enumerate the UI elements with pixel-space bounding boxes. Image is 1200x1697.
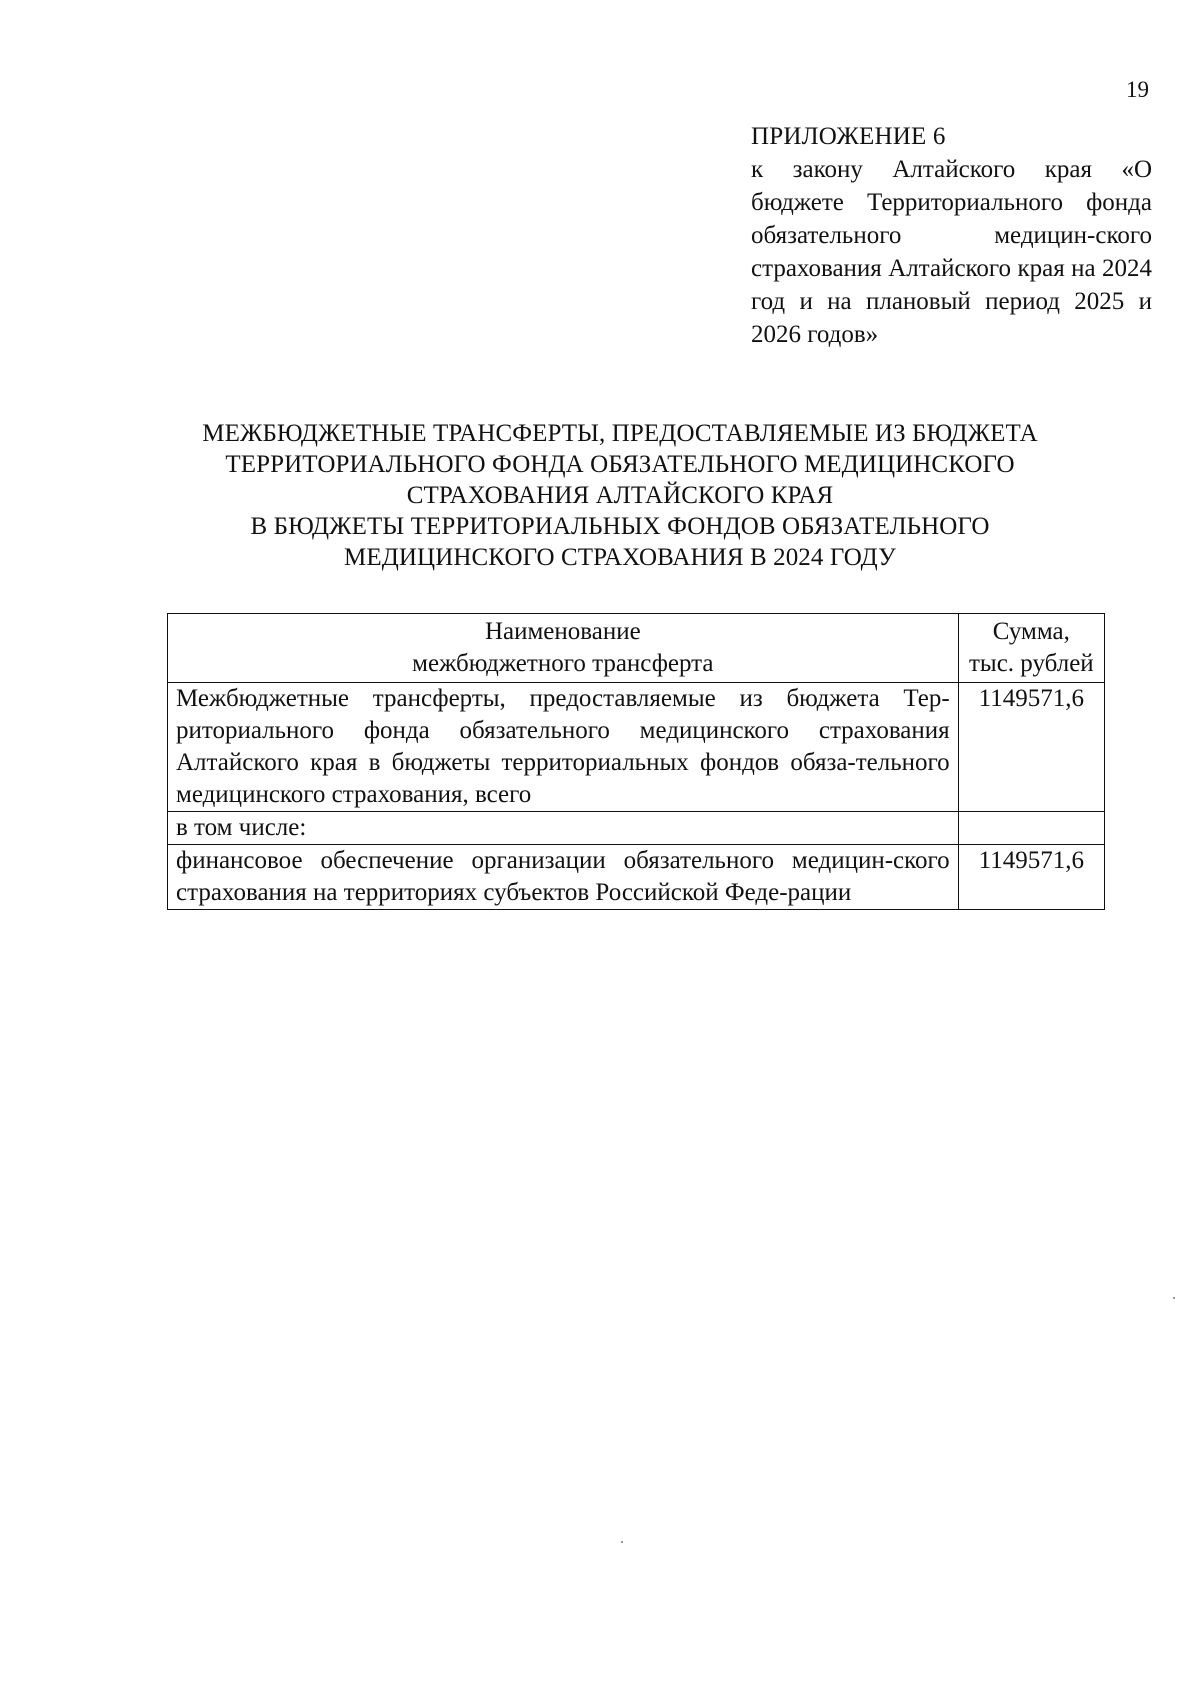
row-name-cell: финансовое обеспечение организации обязательного медицин-ского страхования на территориях субъектов Российской Феде-рации — [168, 845, 959, 910]
table-header-row — [168, 614, 1105, 683]
header-sum-line: Сумма, — [992, 618, 1070, 645]
header-sum-line: тыс. рублей — [968, 650, 1094, 677]
document-title-line: ТЕРРИТОРИАЛЬНОГО ФОНДА ОБЯЗАТЕЛЬНОГО МЕДИЦИНСКОГО — [225, 451, 1015, 478]
table-row — [168, 845, 1105, 910]
table-row — [168, 812, 1105, 845]
transfers-table — [167, 613, 1105, 910]
document-title-line: СТРАХОВАНИЯ АЛТАЙСКОГО КРАЯ — [406, 482, 834, 509]
header-name-line: Наименование — [484, 618, 641, 645]
document-title-line: МЕДИЦИНСКОГО СТРАХОВАНИЯ В 2024 ГОДУ — [344, 544, 896, 571]
row-sum-cell — [958, 812, 1104, 845]
appendix-title: ПРИЛОЖЕНИЕ 6 — [751, 123, 946, 150]
row-sum-cell: 1149571,6 — [958, 845, 1104, 910]
row-sum-cell: 1149571,6 — [958, 683, 1104, 812]
document-title — [150, 418, 1090, 573]
document-title-line: В БЮДЖЕТЫ ТЕРРИТОРИАЛЬНЫХ ФОНДОВ ОБЯЗАТЕЛЬНОГО — [250, 513, 990, 540]
scan-speck — [1173, 1297, 1175, 1299]
appendix-body: к закону Алтайского края «О бюджете Территориального фонда обязательного медицин-ского страхования Алтайского края на 2024 год и на плановый период 2025 и 2026 годов» — [751, 156, 1152, 348]
appendix-block — [751, 120, 1152, 351]
header-sum-cell — [958, 614, 1104, 683]
header-name-line: межбюджетного трансферта — [412, 650, 714, 677]
row-name-cell: Межбюджетные трансферты, предоставляемые из бюджета Тер-риториального фонда обязательного медицинского страхования Алтайского края в бюджеты территориальных фондов обяза-тельного медицинского страхования, всего — [168, 683, 959, 812]
document-title-line: МЕЖБЮДЖЕТНЫЕ ТРАНСФЕРТЫ, ПРЕДОСТАВЛЯЕМЫЕ ИЗ БЮДЖЕТА — [202, 420, 1038, 447]
header-name-cell — [168, 614, 959, 683]
page-number: 19 — [1126, 77, 1149, 102]
scan-speck — [621, 1541, 623, 1543]
table-row — [168, 683, 1105, 812]
row-name-cell: в том числе: — [168, 812, 959, 845]
